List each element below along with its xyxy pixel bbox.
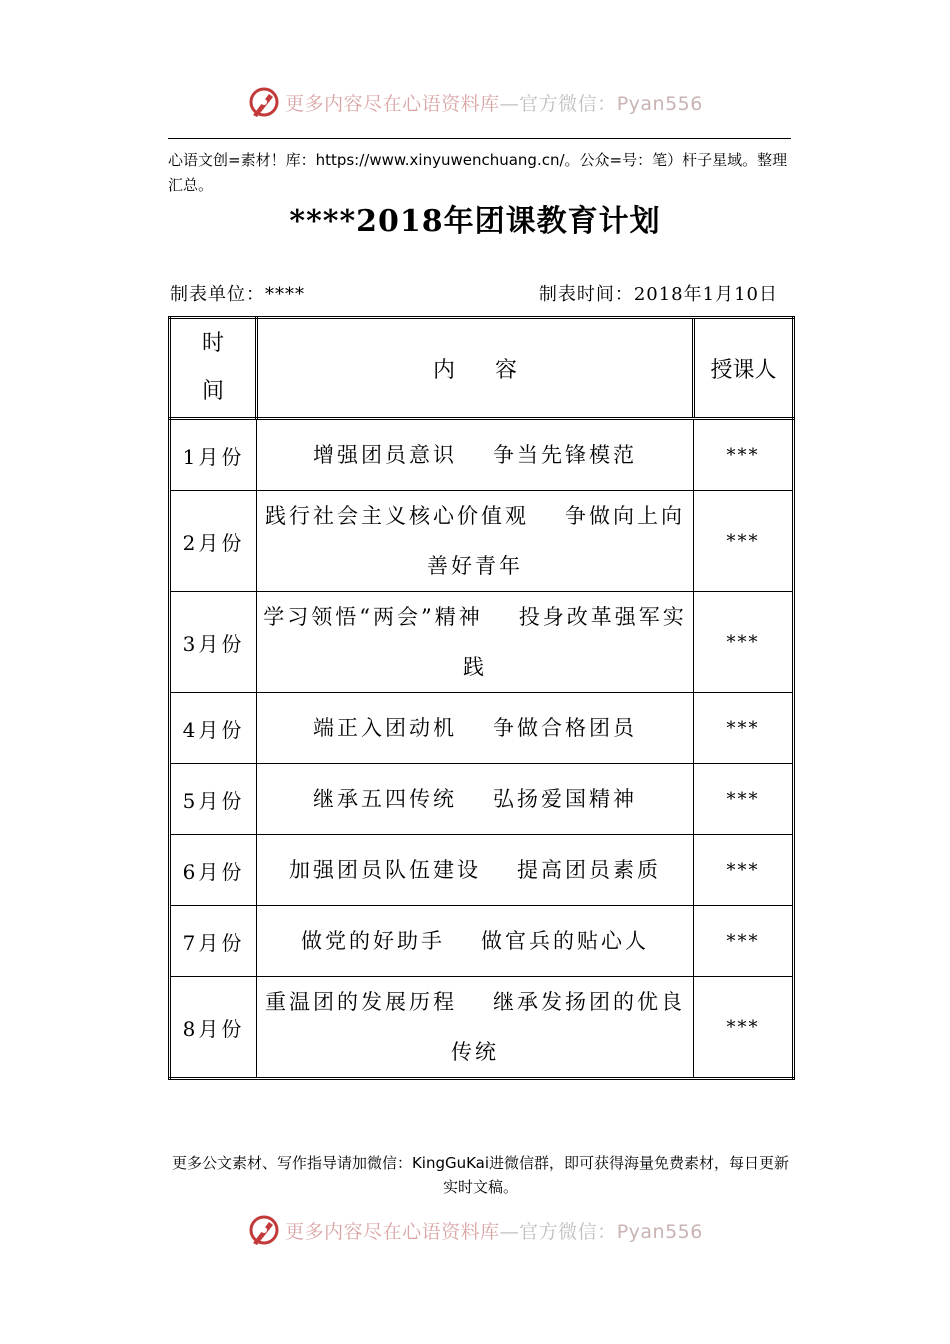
table-row: [170, 419, 794, 491]
table-header-row: [170, 318, 794, 419]
watermark-banner-top: [0, 80, 950, 124]
month-cell: 5月份: [170, 764, 257, 835]
content-cell: 学习领悟“两会”精神 投身改革强军实践: [257, 592, 694, 693]
table-date: 制表时间：2018年1月10日: [538, 284, 778, 305]
month-cell: 3月份: [170, 592, 257, 693]
content-cell: 继承五四传统 弘扬爱国精神: [257, 764, 694, 835]
table-row: [170, 491, 794, 592]
content-cell: 增强团员意识 争当先锋模范: [257, 419, 694, 491]
pen-logo-icon: [247, 1213, 281, 1247]
table-unit: 制表单位：****: [170, 284, 305, 305]
content-cell: 践行社会主义核心价值观 争做向上向善好青年: [257, 491, 694, 592]
content-cell: 加强团员队伍建设 提高团员素质: [257, 835, 694, 906]
teacher-cell: ***: [694, 764, 794, 835]
watermark-text: 更多内容尽在心语资料库—官方微信：Pyan556: [285, 92, 703, 115]
source-note: 心语文创=素材！库：https://www.xinyuwenchuang.cn/。公众=号：笔）杆子星域。整理汇总。: [168, 151, 788, 194]
month-cell: 7月份: [170, 906, 257, 977]
teacher-cell: ***: [694, 419, 794, 491]
content-cell: 端正入团动机 争做合格团员: [257, 693, 694, 764]
pen-logo-icon: [247, 85, 281, 119]
table-row: [170, 764, 794, 835]
header-time: 时 间: [170, 318, 257, 419]
month-cell: 4月份: [170, 693, 257, 764]
footer-note: 更多公文素材、写作指导请加微信：KingGuKai进微信群，即可获得海量免费素材，每日更新实时文稿。: [171, 1154, 790, 1196]
teacher-cell: ***: [694, 835, 794, 906]
table-row: [170, 977, 794, 1079]
content-cell: 重温团的发展历程 继承发扬团的优良传统: [257, 977, 694, 1079]
month-cell: 8月份: [170, 977, 257, 1079]
table-row: [170, 693, 794, 764]
header-teacher: 授课人: [694, 318, 794, 419]
course-plan-table: [168, 316, 795, 1080]
header-content: 内容: [257, 318, 694, 419]
teacher-cell: ***: [694, 977, 794, 1079]
month-cell: 6月份: [170, 835, 257, 906]
month-cell: 2月份: [170, 491, 257, 592]
table-row: [170, 906, 794, 977]
header-rule: [168, 138, 791, 139]
document-title: ****2018年团课教育计划: [289, 204, 661, 239]
teacher-cell: ***: [694, 693, 794, 764]
month-cell: 1月份: [170, 419, 257, 491]
watermark-banner-bottom: [0, 1208, 950, 1252]
table-row: [170, 835, 794, 906]
watermark-text: 更多内容尽在心语资料库—官方微信：Pyan556: [285, 1220, 703, 1243]
teacher-cell: ***: [694, 491, 794, 592]
content-cell: 做党的好助手 做官兵的贴心人: [257, 906, 694, 977]
teacher-cell: ***: [694, 592, 794, 693]
teacher-cell: ***: [694, 906, 794, 977]
table-row: [170, 592, 794, 693]
